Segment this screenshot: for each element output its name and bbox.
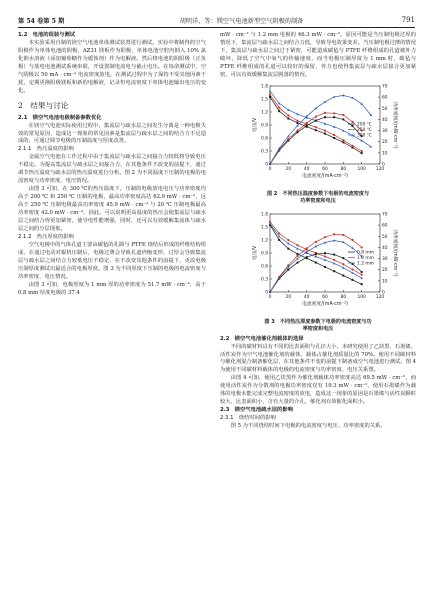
data-point (315, 261, 317, 263)
paragraph: 本实验采用自制的镁空气电池单体测试装置进行测试。实验中将制得的空气阴极作为单体电池的阴极，AZ31 镁板作为阳极，单体电池空腔内倒入 10% 氯化钠水溶液（添加葡萄糖作为缓蚀剂）作为电解液。然后将电池的阴阳极（正负极）与蓝电电池测试系统串联，开设置制电流电与截止电压。在每命测试中，空气阴极以 50 mA · cm⁻² 电流密度放电，在测试过程中为了保持不受其他因素干扰，定期更换阳极镁板和新的电解液，记录恒电流密度下单体电池输出电压的变化。 (18, 39, 206, 94)
y2-tick-label: 50 (382, 234, 388, 240)
data-point (315, 119, 317, 121)
y2-tick-label: 60 (382, 95, 388, 101)
y-tick-label: 0.6 (261, 136, 268, 142)
data-point (324, 132, 326, 134)
data-point (296, 244, 298, 246)
data-point (306, 124, 308, 126)
data-point (287, 239, 289, 241)
data-point (333, 116, 335, 118)
data-point (315, 126, 317, 128)
y-axis-label: 电压/V (253, 245, 258, 260)
data-point (324, 129, 326, 131)
data-point (278, 106, 280, 108)
section-1-2-heading: 1.2 电池的组装与测试 (18, 32, 76, 38)
data-point (324, 252, 326, 254)
section-2-2-heading: 2.2 镁空气电池催化剂载体的选择 (220, 335, 304, 342)
y-tick-label: 0 (265, 290, 268, 296)
data-point (361, 152, 363, 154)
paragraph: 不同的碳材料具有不同的比表面积与孔径大小，本研究使用了乙炔黑、石墨烯、活性炭作为空气电池催化剂的载体，载体占催化剂质量比的 70%。使用不同碳材料与催化剂混合制备催化层，在其他条件不变的前提下制备成空气电池进行测试。图 4 为使用不同碳材料载体的电极的电流密度与功率密度、电压关系图。 (220, 343, 416, 374)
data-point (315, 240, 317, 242)
data-point (324, 116, 326, 118)
paragraph: 空气电极中的气体孔道主要由碳毡的孔隙与 PTFE 烧结后形成的纤维结构组成，在通过电动对辊机压制后，电极过薄会导致孔道坍缩变形，过厚会导致集流层与疏水层之间结合力较低电压不稳定，在不改变其他条件的前提下，更改电极压制厚度测试出最适合的电极厚度。图 3 为不同厚度下压制的电极的电流密度与功率密度、电压情况。 (18, 241, 206, 280)
legend-label: 250 ℃ (357, 127, 372, 133)
data-point (333, 137, 335, 139)
legend-label: 1.2 mm (357, 261, 374, 267)
figure-2-caption (220, 191, 416, 205)
data-point (333, 253, 335, 255)
data-point (352, 279, 354, 281)
x-tick-label: 120 (375, 294, 385, 300)
y2-tick-label: 10 (382, 279, 388, 285)
data-point (333, 134, 335, 136)
x-tick-label: 40 (303, 166, 310, 172)
y-tick-label: 1.2 (261, 110, 268, 116)
series-line-voltage (270, 223, 362, 278)
paragraph: 由图 3 可知，在 300 ℃的热压温度下，压制的电极放电电压与功率密度均高于 200 ℃ 和 250 ℃ 压制的电极，最高功率密度高达 62.9 mW · cm⁻²，远高于 250 ℃ 压制电极最高功率密度 45.9 mW · cm⁻² 与 20 ℃ 压制电极最高功率密度 42.0 mW · cm⁻²，因此，可以说明更高温度的热压会使集流层与疏水层之间结合得更加紧密，使导电性能增强，同时，还可以有效缓解集流体与疏水层之间的分层现象。 (18, 186, 206, 232)
y2-tick-label: 0 (382, 162, 385, 168)
data-point (361, 273, 363, 275)
y2-tick-label: 40 (382, 245, 388, 251)
running-title: 胡明详，等：镁空气电池新型空气阴极的制备 (179, 17, 304, 25)
section-2-1-2-heading: 2.1.2 热压厚度的影响 (18, 233, 74, 240)
x-tick-label: 60 (322, 294, 328, 300)
y2-tick-label: 10 (382, 151, 388, 157)
journal-volume: 第 54 卷第 5 期 (18, 17, 65, 25)
data-point (351, 268, 353, 270)
data-point (306, 247, 308, 249)
data-point (287, 138, 289, 140)
caption-line: 功率密度和电压 (300, 197, 336, 204)
data-point (351, 238, 353, 240)
caption-line: 率密度和电压 (302, 325, 334, 332)
data-point (269, 90, 271, 92)
data-point (324, 236, 326, 238)
data-point (278, 232, 280, 234)
data-point (306, 256, 308, 258)
paragraph: 由图 3 可知，电极厚度为 1 mm 厚的功率密度为 51.7 mW · cm⁻²，高于 0.8 mm 厚度电极的 37.4 (18, 281, 206, 296)
x-tick-label: 120 (375, 166, 385, 172)
x-tick-label: 100 (357, 294, 366, 300)
y-tick-label: 1.8 (261, 84, 268, 90)
y2-tick-label: 30 (382, 256, 388, 262)
x-tick-label: 80 (340, 294, 347, 300)
x-tick-label: 20 (285, 166, 292, 172)
data-point (269, 93, 271, 95)
data-point (297, 253, 299, 255)
section-2-1-heading: 2.1 镁空气电池电极制备参数优化 (18, 114, 102, 121)
paragraph: 在镁空气电池实际使用过程中，集流层与疏水层之间发生分离是一种电极失效的常见原因，造成这一现象的常见因素是集流层与疏水层之间的结合力不足造成的，可通过调节电极的压制温度与厚度改善。 (18, 122, 206, 145)
data-point (297, 122, 299, 124)
data-point (333, 270, 335, 272)
section-2-3-1-heading: 2.3.1 烧结时间的影响 (220, 415, 276, 422)
y-tick-label: 1.8 (261, 212, 268, 218)
header-rule (18, 27, 415, 28)
running-header (18, 14, 415, 26)
data-point (287, 114, 289, 116)
data-point (351, 120, 353, 122)
paragraph: 金属空气电池在工作过程中由于集流层与疏水层之间接合力较低将导致电压不稳定。为提高集流层与疏水层之间接合力，在其他条件不改变的前提下，通过调节热压温度与疏水层的热压温度进行分析。图 2 为不同温度下压制的电极的电流密度与功率密度、电压情况。 (18, 154, 206, 185)
data-point (296, 129, 298, 131)
y-tick-label: 0.9 (261, 251, 268, 257)
paragraph: 图 5 为不同烧结时间下电极的电流密度与电压、功率密度的关系。 (230, 423, 386, 430)
data-point (361, 246, 363, 248)
y-tick-label: 0.3 (261, 277, 268, 283)
legend-label: 0.8 mm (357, 250, 374, 256)
data-point (278, 239, 280, 241)
figure-3 (220, 208, 416, 333)
y2-axis-label: 功率密度/(mW·cm⁻²) (392, 101, 397, 149)
data-point (361, 271, 363, 273)
figure-2-chart (220, 80, 416, 186)
figure-3-chart (220, 208, 416, 314)
y2-tick-label: 50 (382, 106, 388, 112)
data-point (324, 111, 326, 113)
x-tick-label: 80 (340, 166, 347, 172)
data-point (324, 266, 326, 268)
y-tick-label: 0.3 (261, 149, 268, 155)
data-point (342, 263, 344, 265)
data-point (352, 125, 354, 127)
x-tick-label: 0 (268, 294, 272, 300)
data-point (287, 247, 289, 249)
caption-line: 图 3 不同热压厚度参数下电极的电流密度与功 (264, 318, 372, 325)
x-axis-label: 电流密度/(mA·cm⁻²) (302, 301, 348, 307)
series-line-power (270, 240, 362, 292)
data-point (287, 117, 289, 119)
data-point (342, 118, 344, 120)
data-point (296, 119, 298, 121)
paragraph: 由图 4 可知，使用乙炔黑作为催化剂载体功率密度高达 69.5 mW · cm⁻²，而使用活性炭作为分散剂的电极功率密度仅有 19.3 mW · cm⁻²，使用石墨烯作为载体的电极未能完成完整电流密度的放电，造成这一现象的原因是石墨烯与活性炭颗粒较大，比表面积小，含有大量的介孔，催化剂有效催化面积小。 (220, 375, 416, 406)
section-2-1-1-heading: 2.1.1 热压温度的影响 (18, 146, 74, 153)
data-point (296, 254, 298, 256)
data-point (278, 110, 280, 112)
x-tick-label: 20 (285, 294, 292, 300)
data-point (287, 268, 289, 270)
series-line-power (270, 117, 362, 164)
data-point (342, 139, 344, 141)
x-tick-label: 60 (322, 166, 328, 172)
data-point (306, 122, 308, 124)
section-2-heading: 2 结果与讨论 (18, 100, 69, 110)
legend-label: 300 ℃ (357, 133, 372, 139)
paragraph: mW · cm⁻² 与 1.2 mm 电极的 46.3 mW · cm⁻²。原因可能是当压制电极过厚的情况下，集流层与疏水层之间结合力低，导致导电效果变差。当压制电极过薄的情况下，集流层与疏水层之间过于紧密，可能造成碳毡与 PTFE 纤维组成的孔道被外力破坏，降低了空气中氧气的传输速度，而当电极压制厚度为 1 mm 时，碳毡与 PTFE 纤维组成的孔道可以较好的保留，外力也使得集流层与疏水层接合更加紧密，可以有效缓解集流层脱落的情况。 (220, 32, 416, 78)
figure-2 (220, 80, 416, 205)
data-point (361, 150, 363, 152)
y2-tick-label: 70 (382, 84, 388, 90)
data-point (342, 114, 344, 116)
caption-line: 图 2 不同热压温度参数下电极的电流密度与 (266, 190, 370, 197)
data-point (333, 259, 335, 261)
y2-tick-label: 60 (382, 223, 388, 229)
legend-label: 200 ℃ (357, 122, 372, 128)
y-tick-label: 1.2 (261, 238, 268, 244)
data-point (342, 274, 344, 276)
right-column (220, 32, 416, 431)
y2-tick-label: 20 (382, 139, 388, 145)
series-line-voltage (270, 221, 362, 274)
y-tick-label: 1.5 (261, 225, 268, 231)
y2-axis-label: 功率密度/(mW·cm⁻²) (392, 229, 397, 277)
y-axis-label: 电压/V (253, 117, 258, 132)
figure-3-caption (220, 319, 416, 333)
data-point (315, 129, 317, 131)
x-tick-label: 100 (357, 166, 366, 172)
legend-label: 1.0 mm (357, 255, 374, 261)
y-tick-label: 1.5 (261, 97, 268, 103)
section-2-3-heading: 2.3 镁空气电池疏水层的影响 (220, 407, 293, 414)
y-tick-label: 0.6 (261, 264, 268, 270)
data-point (315, 253, 317, 255)
x-tick-label: 0 (268, 166, 272, 172)
data-point (342, 234, 344, 236)
y-tick-label: 0.9 (261, 123, 268, 129)
data-point (315, 115, 317, 117)
data-point (324, 255, 326, 257)
data-point (342, 257, 344, 259)
y2-tick-label: 30 (382, 128, 388, 134)
y-tick-label: 0 (265, 162, 268, 168)
x-tick-label: 40 (303, 294, 310, 300)
data-point (342, 141, 344, 143)
x-axis-label: 电流密度/(mA·cm⁻²) (302, 173, 348, 179)
y2-tick-label: 70 (382, 212, 388, 218)
data-point (333, 233, 335, 235)
data-point (333, 112, 335, 114)
data-point (297, 261, 299, 263)
left-column (18, 32, 206, 298)
data-point (351, 144, 353, 146)
y2-tick-label: 0 (382, 290, 385, 296)
y2-tick-label: 40 (382, 117, 388, 123)
data-point (361, 283, 363, 285)
page-number: 791 (401, 16, 415, 24)
y2-tick-label: 20 (382, 267, 388, 273)
